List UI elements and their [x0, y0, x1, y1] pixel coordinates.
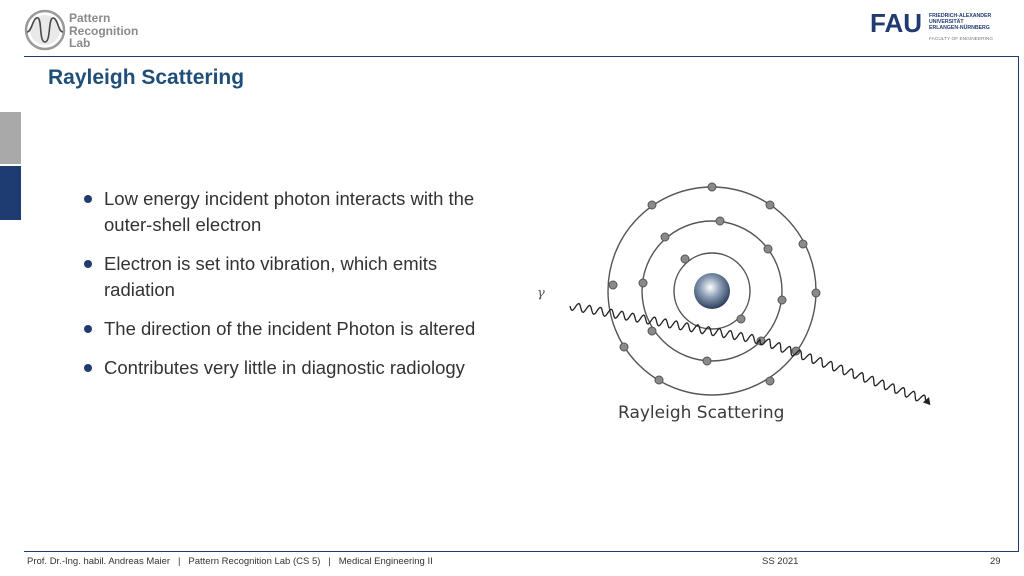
lab-logo-text: [69, 12, 138, 50]
electron: [778, 296, 786, 304]
footer-page-number: 29: [990, 556, 1001, 567]
bullet-dot: [84, 195, 92, 203]
bullet-list: [82, 186, 502, 394]
lab-logo-line-2: Recognition: [69, 23, 139, 38]
electron: [609, 281, 617, 289]
bullet-dot: [84, 325, 92, 333]
bullet-text: Contributes very little in diagnostic radiology: [104, 357, 465, 378]
bullet-item: [82, 251, 502, 303]
electron: [716, 217, 724, 225]
scattered-photon-wave: [760, 339, 926, 402]
electron: [681, 255, 689, 263]
lab-logo-icon: [24, 8, 68, 52]
electron: [766, 377, 774, 385]
electron: [703, 357, 711, 365]
fau-sub-line-2: UNIVERSITÄT: [929, 19, 964, 25]
photon-gamma-label: γ: [537, 286, 545, 301]
side-section-tab-gray: [0, 112, 21, 164]
footer: [27, 556, 433, 567]
fau-mark: FAU: [870, 8, 922, 38]
electron: [661, 233, 669, 241]
electron: [764, 245, 772, 253]
electron: [799, 240, 807, 248]
diagram-caption: Rayleigh Scattering: [618, 403, 785, 423]
footer-author: Prof. Dr.-Ing. habil. Andreas Maier: [27, 556, 171, 567]
bullet-item: [82, 316, 502, 342]
side-section-tab-active: [0, 166, 21, 220]
electron: [708, 183, 716, 191]
footer-course: Medical Engineering II: [338, 556, 433, 567]
bullet-text: Electron is set into vibration, which emits radiation: [104, 253, 438, 300]
electron: [766, 201, 774, 209]
nucleus: [694, 273, 730, 309]
fau-logo: [870, 10, 1005, 46]
pattern-recognition-lab-logo: [24, 8, 174, 54]
rayleigh-scattering-diagram: [530, 176, 950, 436]
bullet-item: [82, 186, 502, 238]
fau-university-name: [929, 13, 991, 31]
electron: [620, 343, 628, 351]
footer-lab: Pattern Recognition Lab (CS 5): [188, 556, 321, 567]
bullet-dot: [84, 260, 92, 268]
footer-semester: SS 2021: [762, 556, 799, 567]
electron: [655, 376, 663, 384]
slide-title: Rayleigh Scattering: [48, 66, 245, 89]
lab-logo-line-1: Pattern: [69, 11, 111, 25]
bullet-dot: [84, 364, 92, 372]
fau-faculty: FACULTY OF ENGINEERING: [929, 37, 994, 42]
footer-separator: |: [328, 556, 331, 567]
footer-separator: |: [178, 556, 181, 567]
lab-logo-line-3: Lab: [69, 36, 91, 50]
scattered-arrowhead-icon: [923, 396, 933, 405]
electron: [639, 279, 647, 287]
fau-sub-line-1: FRIEDRICH-ALEXANDER: [929, 13, 992, 19]
electron: [737, 315, 745, 323]
electron: [812, 289, 820, 297]
bullet-item: [82, 355, 502, 381]
bullet-text: Low energy incident photon interacts with the outer-shell electron: [104, 188, 475, 235]
electron: [648, 201, 656, 209]
bullet-text: The direction of the incident Photon is altered: [104, 318, 476, 339]
electron: [648, 327, 656, 335]
fau-sub-line-3: ERLANGEN-NÜRNBERG: [929, 25, 990, 31]
